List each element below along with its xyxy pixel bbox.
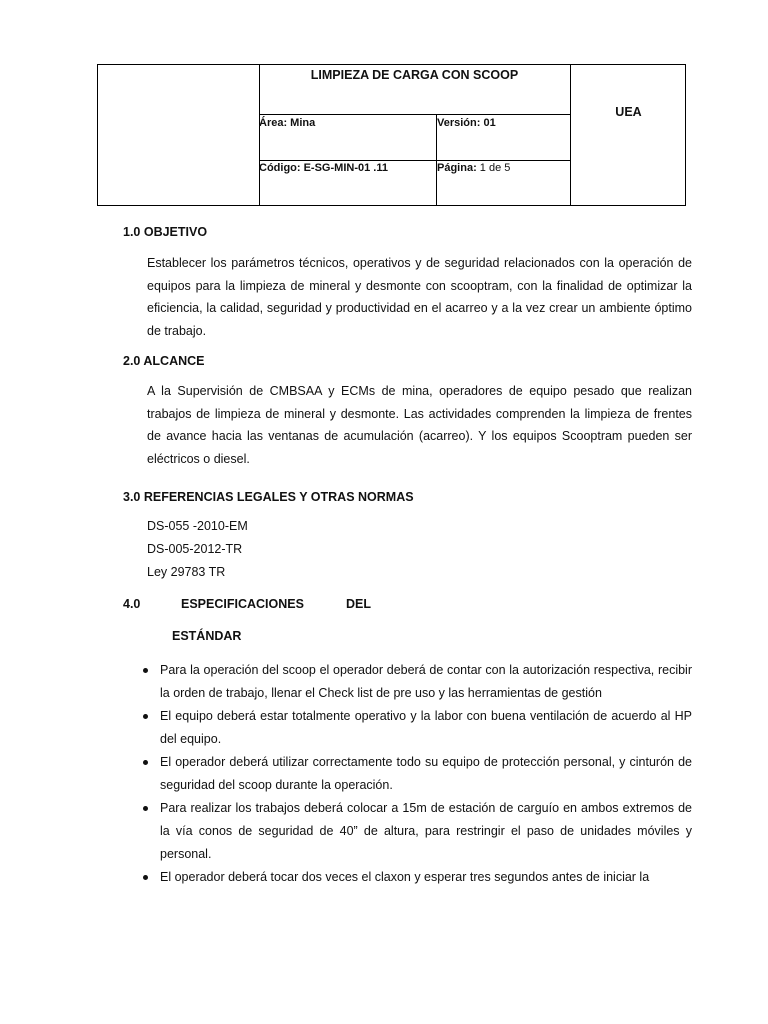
reference-item: Ley 29783 TR <box>147 565 226 579</box>
area-label: Área: Mina <box>259 117 316 129</box>
section-heading-word: DEL <box>346 597 371 611</box>
bullet-icon <box>143 668 148 673</box>
page-number <box>437 162 510 174</box>
list-item <box>140 705 692 751</box>
list-item <box>140 751 692 797</box>
table-divider <box>259 114 570 115</box>
document-title: LIMPIEZA DE CARGA CON SCOOP <box>310 68 519 82</box>
header-table <box>97 64 686 206</box>
list-item-text: El operador deberá utilizar correctamente todo su equipo de protección personal, y cinturón de seguridad del scoop durante la operación. <box>160 755 692 792</box>
section-heading-objetivo: 1.0 OBJETIVO <box>123 225 208 239</box>
section-text-alcance: A la Supervisión de CMBSAA y ECMs de mina, operadores de equipo pesado que realizan trabajos de limpieza de mineral y desmonte. Las actividades comprenden la limpieza de frentes de avance hacia las ventanas de acumulación (acarreo). Y los equipos Scooptram pueden ser eléctricos o diesel. <box>147 384 692 466</box>
table-divider <box>570 65 571 205</box>
page-label: Página: <box>437 162 477 174</box>
reference-item: DS-055 -2010-EM <box>147 519 248 533</box>
list-item <box>140 797 692 866</box>
page-value: 1 de 5 <box>476 162 511 174</box>
list-item <box>140 866 692 889</box>
bullet-icon <box>143 760 148 765</box>
section-heading-word: ESTÁNDAR <box>172 629 242 643</box>
specification-list <box>140 659 692 889</box>
bullet-icon <box>143 714 148 719</box>
list-item-text: El equipo deberá estar totalmente operativo y la labor con buena ventilación de acuerdo al HP del equipo. <box>160 709 692 746</box>
section-text-objetivo: Establecer los parámetros técnicos, operativos y de seguridad relacionados con la operación de equipos para la limpieza de mineral y desmonte con scooptram, con la finalidad de optimizar la eficiencia, la calidad, seguridad y productividad en el acarreo y a la vez crear un ambiente óptimo de trabajo. <box>147 256 692 338</box>
section-heading-word: ESPECIFICACIONES <box>181 597 304 611</box>
section-heading-alcance: 2.0 ALCANCE <box>123 354 205 368</box>
list-item-text: Para la operación del scoop el operador deberá de contar con la autorización respectiva, recibir la orden de trabajo, llenar el Check list de pre uso y las herramientas de gestión <box>160 663 692 700</box>
list-item-text: El operador deberá tocar dos veces el claxon y esperar tres segundos antes de iniciar la <box>160 870 650 884</box>
bullet-icon <box>143 806 148 811</box>
bullet-icon <box>143 875 148 880</box>
reference-item: DS-005-2012-TR <box>147 542 243 556</box>
section-heading-referencias: 3.0 REFERENCIAS LEGALES Y OTRAS NORMAS <box>123 490 414 504</box>
company-name: UEA <box>615 105 642 119</box>
list-item-text: Para realizar los trabajos deberá colocar a 15m de estación de carguío en ambos extremos de la vía conos de seguridad de 40” de altura, para restringir el paso de unidades móviles y personal. <box>160 801 692 861</box>
table-divider <box>259 160 570 161</box>
table-divider <box>259 65 260 205</box>
section-number-especificaciones: 4.0 <box>123 597 141 611</box>
code-label: Código: E-SG-MIN-01 .11 <box>259 162 388 174</box>
version-label: Versión: 01 <box>437 117 496 129</box>
list-item <box>140 659 692 705</box>
